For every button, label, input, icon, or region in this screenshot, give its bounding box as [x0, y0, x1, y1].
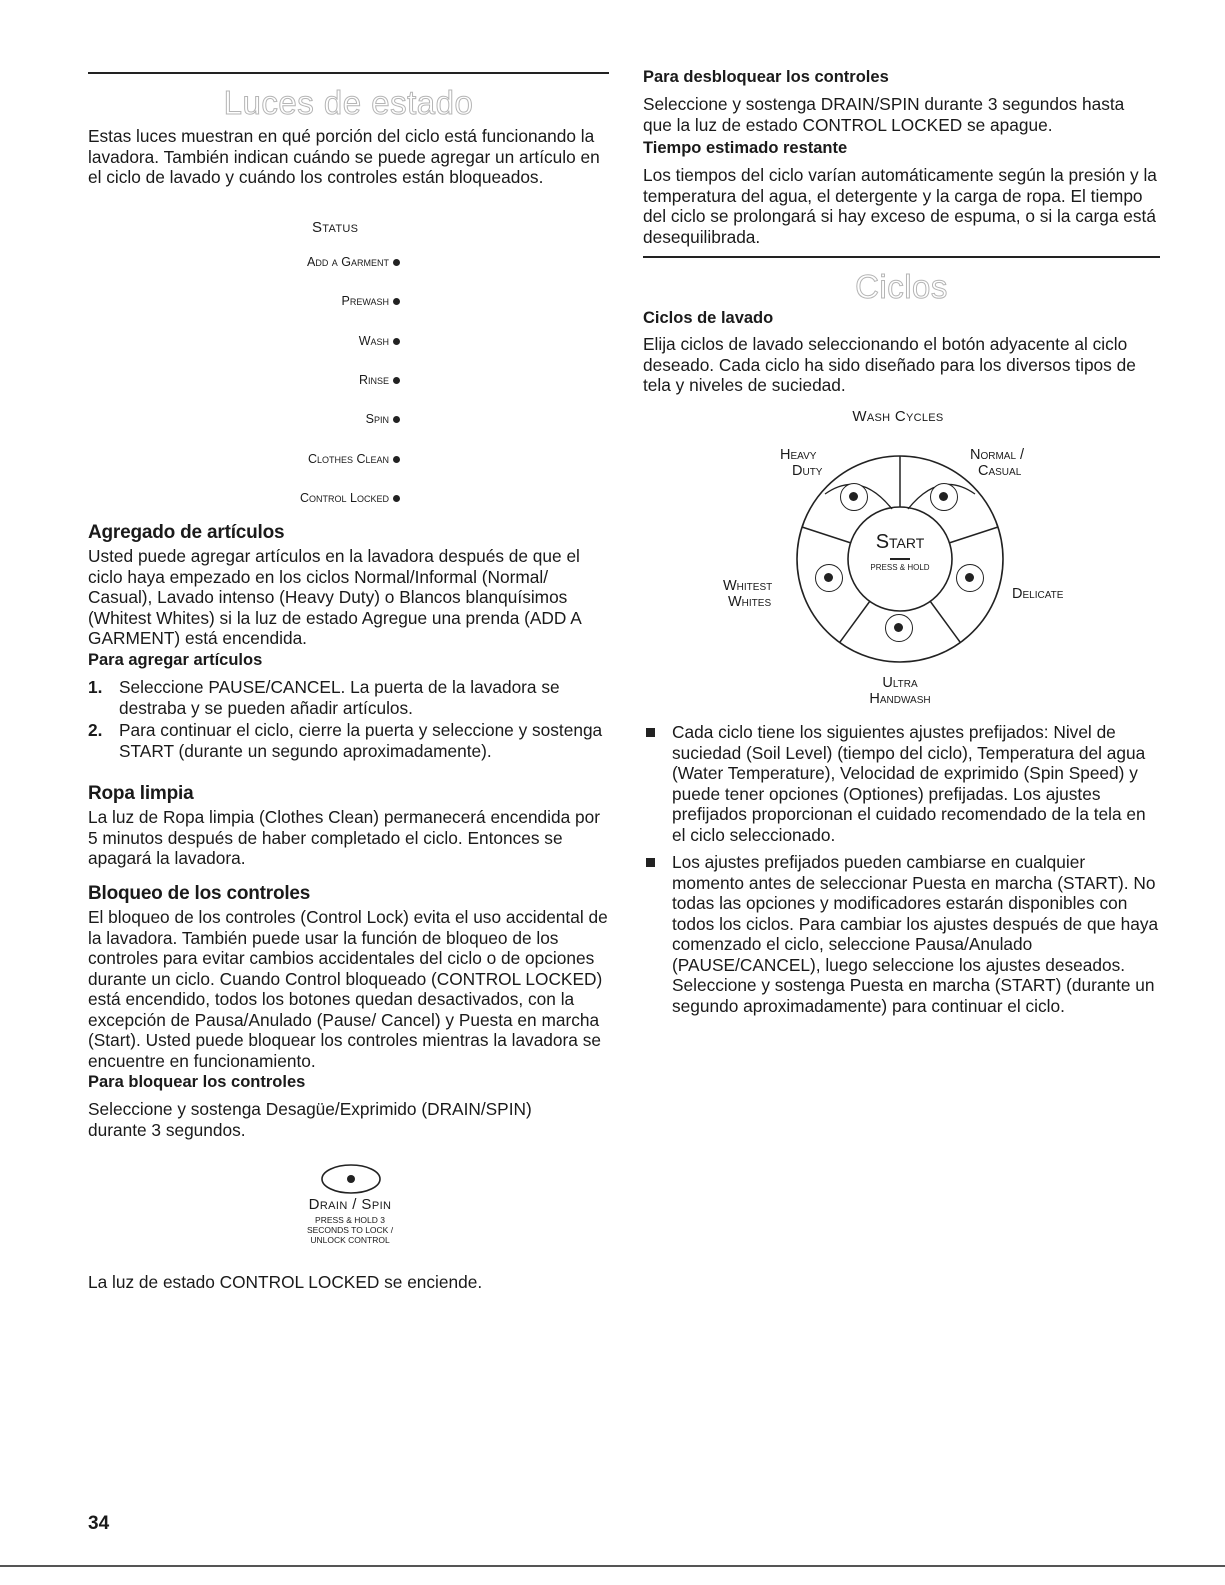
- start-button[interactable]: [860, 521, 940, 597]
- subheading-agregar: Para agregar artículos: [88, 651, 263, 669]
- status-label: Spin: [365, 412, 389, 426]
- status-label: Control Locked: [300, 491, 389, 505]
- status-label: Add a Garment: [306, 255, 389, 269]
- drain-spin-button[interactable]: [319, 1163, 383, 1195]
- status-light-icon: [393, 298, 400, 305]
- status-wash: [200, 334, 400, 348]
- ropa-paragraph: La luz de Ropa limpia (Clothes Clean) permanecerá encendida por 5 minutos después de haber completado el ciclo. Entonces se apagará la lavadora.: [88, 807, 601, 868]
- label-line: Duty: [792, 463, 823, 479]
- cycle-button-whitest-whites[interactable]: [815, 564, 843, 592]
- subheading-bloquear: Para bloquear los controles: [88, 1073, 306, 1091]
- page-number: 34: [88, 1513, 110, 1534]
- label-line: Normal /: [970, 447, 1025, 463]
- section-title-ciclos: Ciclos: [855, 268, 948, 305]
- cycle-button-normal-casual[interactable]: [930, 483, 958, 511]
- status-light-icon: [393, 338, 400, 345]
- top-rule-right: [643, 256, 1160, 258]
- bloqueo-result: La luz de estado CONTROL LOCKED se enciende.: [88, 1272, 483, 1292]
- bullet-text: Cada ciclo tiene los siguientes ajustes prefijados: Nivel de suciedad (Soil Level) (tiempo del ciclo), Temperatura del agua (Water Temperature), Velocidad de exprimido (Spin Speed) y puede tener opciones (Optiones) prefijadas. Los ajustes prefijados proporcionan el cuidado recomendado de la tela en el ciclo seleccionado.: [672, 722, 1146, 845]
- drain-spin-label: Drain / Spin: [308, 1196, 392, 1213]
- bloqueo-paragraph: El bloqueo de los controles (Control Lock) evita el uso accidental de la lavadora. También puede usar la función de bloqueo de los controles para evitar cambios accidentales del ciclo o de opciones durante un ciclo. Cuando Control bloqueado (CONTROL LOCKED) está encendido, todos los botones quedan desactivados, con la excepción de Pausa/Anulado (Pause/ Cancel) y Puesta en marcha (Start). Usted puede bloquear los controles mientras la lavadora se encuentre en funcionamiento.: [88, 907, 608, 1071]
- drain-spin-button-icon: [319, 1163, 383, 1195]
- status-label: Wash: [358, 334, 389, 348]
- intro-paragraph: Estas luces muestran en qué porción del ciclo está funcionando la lavadora. También indican cuándo se puede agregar un artículo en el ciclo de lavado y cuándo los controles están bloqueados.: [88, 126, 600, 187]
- label-line: Ultra: [882, 675, 918, 691]
- cycle-dot-icon: [824, 573, 833, 582]
- start-press-label: PRESS & HOLD: [870, 563, 930, 572]
- status-control-locked: [200, 491, 400, 505]
- label-line: Whitest: [723, 578, 773, 594]
- drain-spin-sub2: SECONDS TO LOCK /: [306, 1225, 394, 1235]
- start-underline: [890, 558, 910, 560]
- wash-cycle-dial: [790, 449, 1010, 669]
- bullet-text: Los ajustes prefijados pueden cambiarse en cualquier momento antes de seleccionar Puesta en marcha (START). No todas las opciones y modificadores estarán disponibles con todos los ciclos. Para cambiar los ajustes después de que haya comenzado el ciclo, seleccione Pausa/Anulado (PAUSE/CANCEL), luego seleccione los ajustes deseados. Seleccione y sostenga Puesta en marcha (START) (durante un segundo aproximadamente) para continuar el ciclo.: [672, 852, 1159, 1016]
- cycle-dot-icon: [939, 492, 948, 501]
- status-label: Rinse: [358, 373, 389, 387]
- status-light-icon: [393, 495, 400, 502]
- label-heavy-duty: [780, 447, 822, 479]
- bullet-icon: [646, 728, 655, 737]
- subheading-ciclos: Ciclos de lavado: [643, 309, 774, 327]
- cycle-button-ultra-handwash[interactable]: [885, 614, 913, 642]
- step-text: Para continuar el ciclo, cierre la puerta y seleccione y sostenga START (durante un segundo aproximadamente).: [119, 720, 603, 761]
- section-title-luces: Luces de estado: [223, 84, 474, 121]
- cycle-dot-icon: [965, 573, 974, 582]
- status-clothes-clean: [200, 452, 400, 466]
- label-line: Casual: [978, 463, 1022, 479]
- cycle-button-heavy-duty[interactable]: [840, 483, 868, 511]
- status-add-garment: [200, 255, 400, 269]
- status-light-icon: [393, 377, 400, 384]
- wash-cycles-heading: Wash Cycles: [852, 408, 944, 425]
- step-text: Seleccione PAUSE/CANCEL. La puerta de la lavadora se destraba y se pueden añadir artículos.: [119, 677, 560, 718]
- bottom-rule: [0, 1565, 1225, 1567]
- status-spin: [200, 412, 400, 426]
- status-label: Clothes Clean: [307, 452, 389, 466]
- label-whitest-whites: [723, 578, 772, 610]
- cycle-dot-icon: [894, 623, 903, 632]
- label-delicate: Delicate: [1012, 586, 1064, 602]
- label-line: Heavy: [780, 447, 817, 463]
- heading-bloqueo: Bloqueo de los controles: [88, 883, 311, 904]
- heading-agregado: Agregado de artículos: [88, 522, 285, 543]
- cycle-button-delicate[interactable]: [956, 564, 984, 592]
- status-light-icon: [393, 416, 400, 423]
- status-label: Prewash: [341, 294, 389, 308]
- bloquear-instructions: Seleccione y sostenga Desagüe/Exprimido (DRAIN/SPIN) durante 3 segundos.: [88, 1099, 532, 1140]
- status-prewash: [200, 294, 400, 308]
- drain-spin-sub1: PRESS & HOLD 3: [315, 1215, 385, 1225]
- label-ultra-handwash: [840, 675, 960, 707]
- label-normal-casual: [970, 447, 1024, 479]
- tiempo-paragraph: Los tiempos del ciclo varían automáticamente según la presión y la temperatura del agua, el detergente y la carga de ropa. El tiempo del ciclo se prolongará si hay exceso de espuma, o si la carga está desequilibrada.: [643, 165, 1157, 247]
- agregado-paragraph: Usted puede agregar artículos en la lavadora después de que el ciclo haya empezado en los ciclos Normal/Informal (Normal/ Casual), Lavado intenso (Heavy Duty) o Blancos blanquísimos (Whitest Whites) si la luz de estado Agregue una prenda (ADD A GARMENT) está encendida.: [88, 546, 581, 648]
- start-label: Start: [875, 531, 925, 553]
- desbloquear-paragraph: Seleccione y sostenga DRAIN/SPIN durante 3 segundos hasta que la luz de estado CONTROL LOCKED se apague.: [643, 94, 1125, 135]
- status-rinse: [200, 373, 400, 387]
- status-heading: Status: [312, 219, 359, 236]
- subheading-tiempo: Tiempo estimado restante: [643, 139, 848, 157]
- status-light-icon: [393, 259, 400, 266]
- step-number: 2.: [88, 720, 103, 740]
- drain-spin-sub3: UNLOCK CONTROL: [310, 1235, 390, 1245]
- step-number: 1.: [88, 677, 103, 697]
- label-line: Handwash: [869, 691, 931, 707]
- top-rule-left: [88, 72, 609, 74]
- label-line: Whites: [728, 594, 772, 610]
- ciclos-paragraph: Elija ciclos de lavado seleccionando el botón adyacente al ciclo deseado. Cada ciclo ha sido diseñado para los diversos tipos de tela y niveles de suciedad.: [643, 334, 1136, 395]
- subheading-desbloquear: Para desbloquear los controles: [643, 68, 889, 86]
- status-light-icon: [393, 456, 400, 463]
- bullet-icon: [646, 858, 655, 867]
- heading-ropa-limpia: Ropa limpia: [88, 783, 194, 804]
- cycle-dot-icon: [849, 492, 858, 501]
